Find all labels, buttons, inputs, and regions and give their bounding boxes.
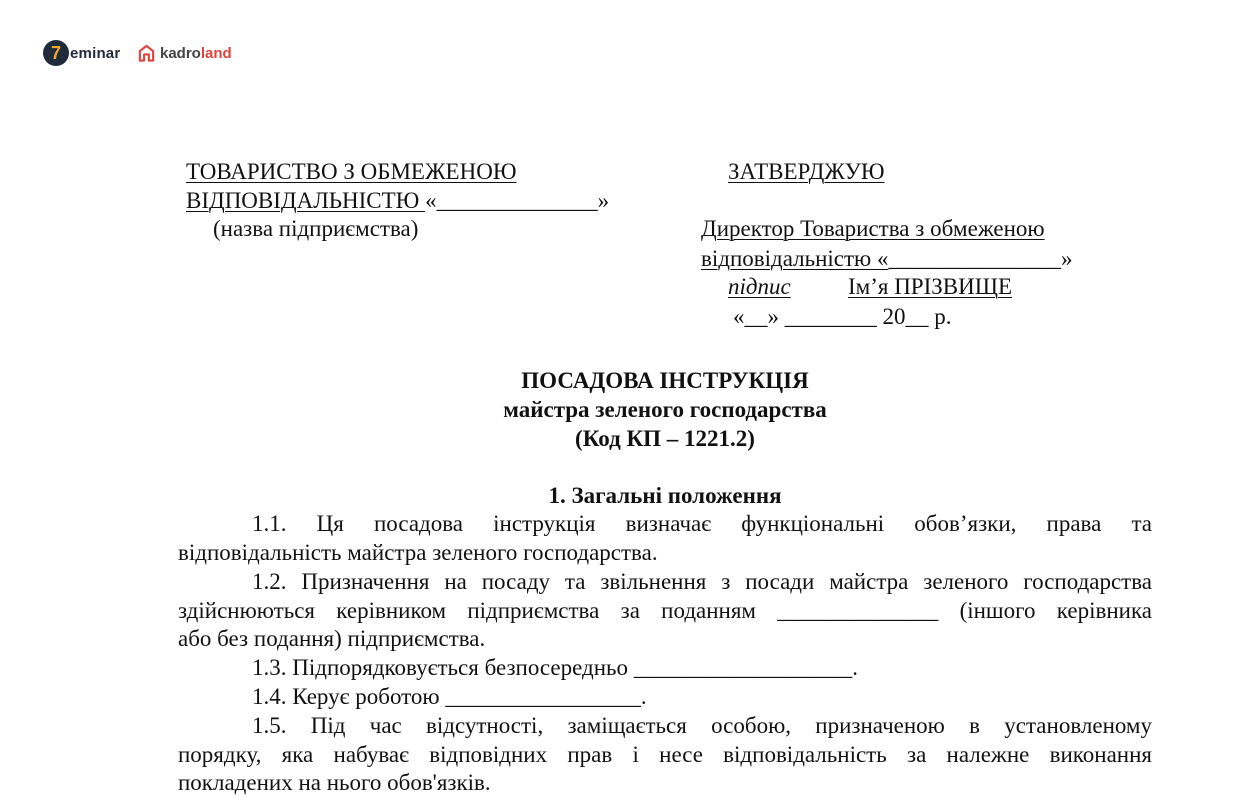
kadroland-house-icon xyxy=(137,43,156,63)
director-line-1: Директор Товариства з обмеженою xyxy=(701,216,1045,241)
seminar-logo xyxy=(43,40,120,66)
seminar-logo-text: eminar xyxy=(70,44,121,62)
doc-title: ПОСАДОВА ІНСТРУКЦІЯ xyxy=(521,368,809,393)
section-1-heading: 1. Загальні положення xyxy=(548,483,782,508)
seminar-logo-mark: 7 xyxy=(43,40,69,66)
paragraph-1-1: 1.1. Ця посадова інструкція визначає функціональні обов’язки, права та відповідальність майстра зеленого господарства. xyxy=(178,511,1152,565)
kadroland-logo xyxy=(137,43,232,63)
doc-code: (Код КП – 1221.2) xyxy=(575,426,755,451)
company-line-2: ВІДПОВІДАЛЬНІСТЮ «______________» xyxy=(186,188,610,213)
doc-subtitle: майстра зеленого господарства xyxy=(503,397,827,422)
kadroland-logo-text: kadroland xyxy=(160,44,232,62)
company-caption: (назва підприємства) xyxy=(213,216,419,241)
approval-date: «__» ________ 20__ р. xyxy=(733,304,952,329)
director-line-2: відповідальністю «_______________» xyxy=(701,246,1073,271)
paragraph-1-5: 1.5. Під час відсутності, заміщається особою, призначеною в установленому порядку, яка набуває відповідних прав і несе відповідальність за належне виконання покладених на нього обов'язків. xyxy=(178,713,1152,796)
company-line-1: ТОВАРИСТВО З ОБМЕЖЕНОЮ xyxy=(186,159,517,184)
paragraph-1-3: 1.3. Підпорядковується безпосередньо ___________________. xyxy=(252,655,859,680)
paragraph-1-4: 1.4. Керує роботою _________________. xyxy=(252,684,647,709)
signature-label: підпис xyxy=(728,274,791,299)
name-label: Ім’я ПРІЗВИЩЕ xyxy=(848,274,1012,299)
approve-label: ЗАТВЕРДЖУЮ xyxy=(728,159,885,184)
paragraph-1-2: 1.2. Призначення на посаду та звільнення з посади майстра зеленого господарства здійснюються керівником підприємства за поданням ______________ (іншого керівника або без подання) підприємства. xyxy=(178,569,1152,652)
